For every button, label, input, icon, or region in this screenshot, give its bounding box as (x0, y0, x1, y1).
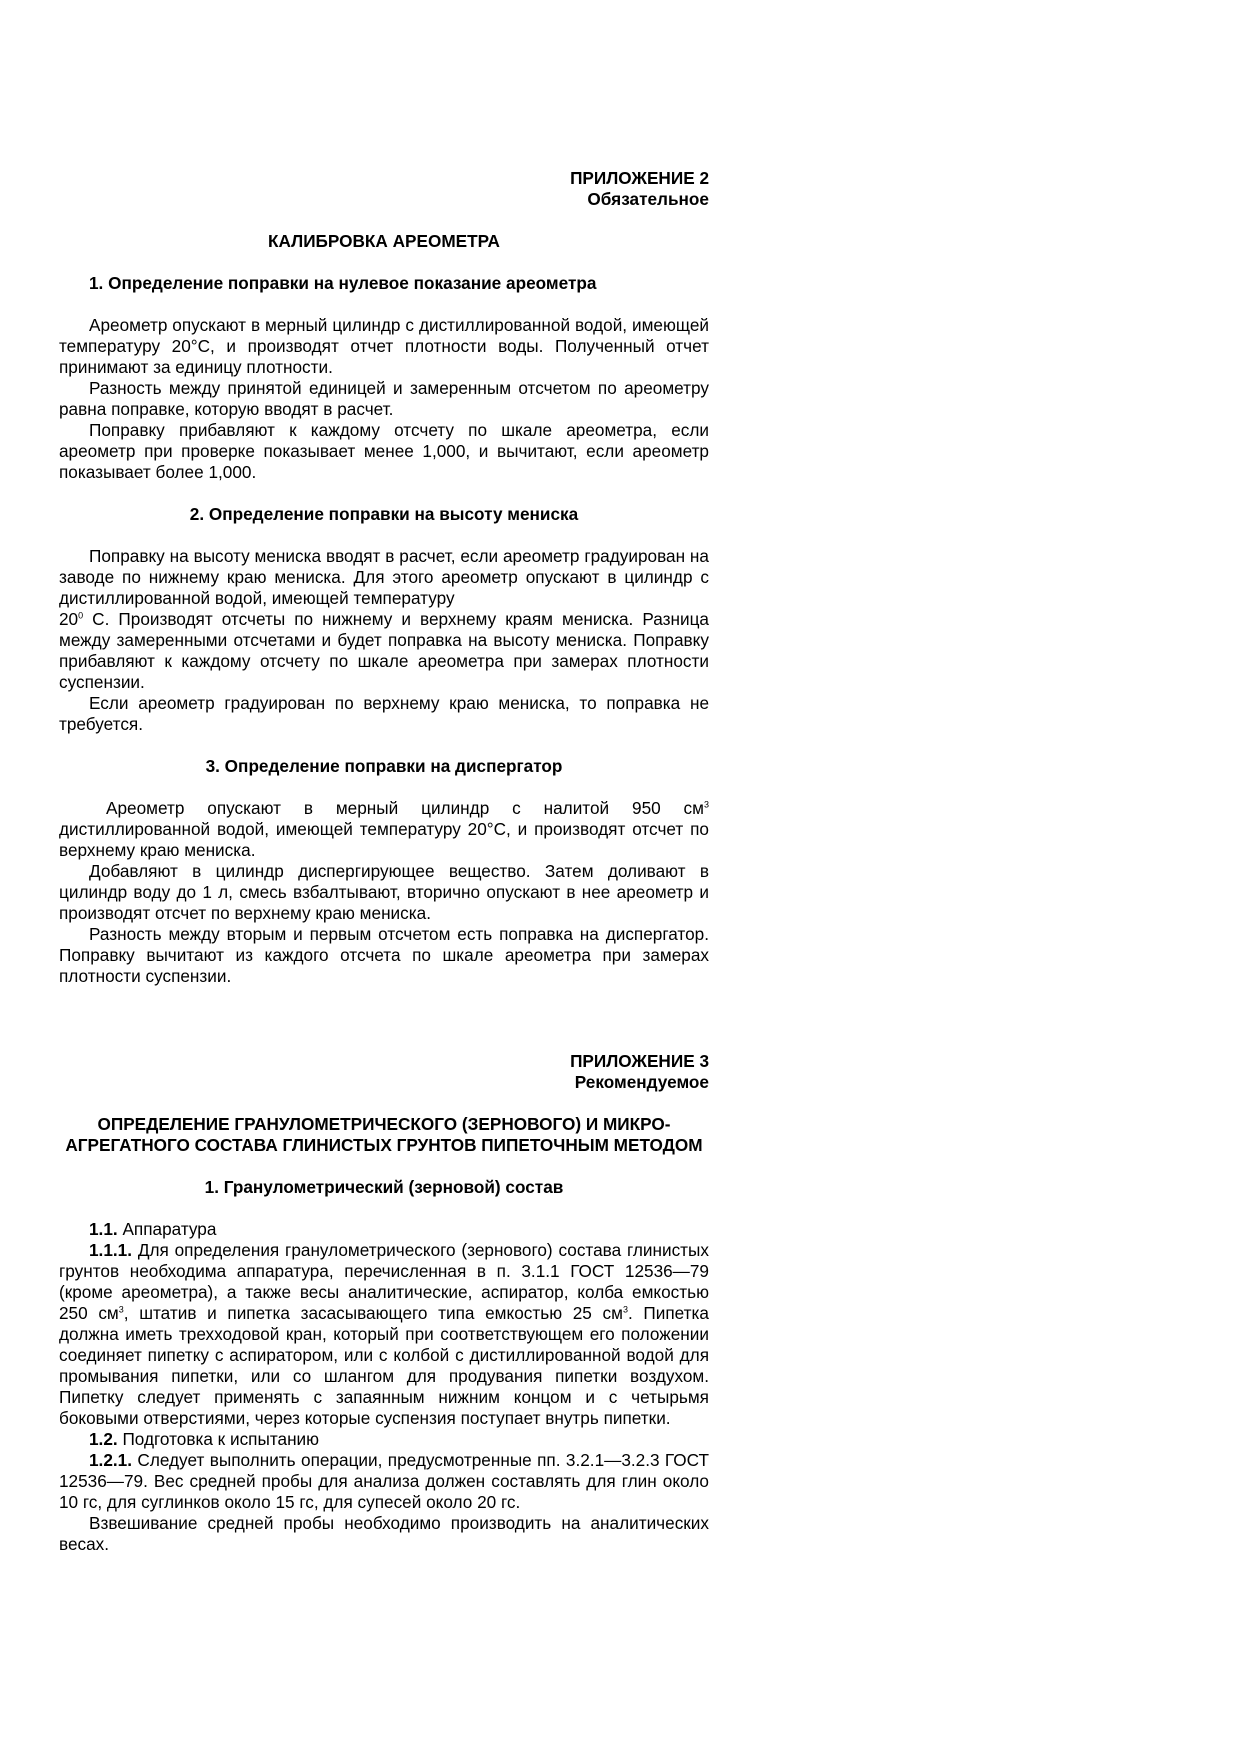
section-3-paragraph-2: Добавляют в цилиндр диспергирующее вещество. Затем доливают в цилиндр воду до 1 л, смесь взбалтывают, вторично опускают в нее ареометр и производят отсчет по верхнему краю мениска. (59, 861, 709, 923)
item-1-1-1-number: 1.1.1. (89, 1240, 133, 1260)
item-1-2-1 (59, 1450, 709, 1513)
section-3-paragraph-1 (59, 798, 709, 861)
item-1-2-1-number: 1.2.1. (89, 1450, 133, 1470)
section-3-paragraph-3: Разность между вторым и первым отсчетом есть поправка на диспергатор. Поправку вычитают из каждого отсчета по шкале ареометра при замерах плотности суспензии. (59, 924, 709, 986)
item-1-1-number: 1.1. (89, 1219, 118, 1239)
section-2-heading: 2. Определение поправки на высоту мениска (189, 504, 579, 524)
section-2-paragraph-1 (59, 546, 709, 693)
item-1-1-1-text-b: , штатив и пипетка засасывающего типа емкостью 25 см (123, 1303, 623, 1323)
appendix-2-status: Обязательное (587, 189, 709, 209)
document-page (59, 168, 709, 1555)
item-1-1-text: Аппаратура (117, 1219, 217, 1239)
item-1-2-text: Подготовка к испытанию (117, 1429, 320, 1449)
section-3-p1-cube-sup: 3 (703, 799, 709, 810)
item-1-2-number: 1.2. (89, 1429, 118, 1449)
section-1-heading: 1. Определение поправки на нулевое показание ареометра (89, 273, 597, 293)
item-1-1 (59, 1219, 709, 1240)
appendix-2-title: КАЛИБРОВКА АРЕОМЕТРА (268, 231, 500, 251)
section-2-paragraph-2: Если ареометр градуирован по верхнему краю мениска, то поправка не требуется. (59, 693, 709, 734)
section-2-p1-degree-sup: 0 (78, 610, 84, 621)
appendix-3-label: ПРИЛОЖЕНИЕ 3 (570, 1051, 709, 1071)
section-3-heading: 3. Определение поправки на диспергатор (205, 756, 563, 776)
item-1-1-1-text-a: Для определения гранулометрического (зернового) состава глинистых грунтов необходима аппаратура, перечисленная в п. 3.1.1 ГОСТ 12536—79 (кроме ареометра), а также весы аналитические, аспиратор, колба емкостью 250 см (59, 1240, 709, 1323)
item-1-1-1-sup-2: 3 (622, 1304, 628, 1315)
granulometric-section-heading: 1. Гранулометрический (зерновой) состав (204, 1177, 564, 1197)
weighing-paragraph: Взвешивание средней пробы необходимо производить на аналитических весах. (59, 1513, 709, 1554)
item-1-1-1-sup-1: 3 (118, 1304, 124, 1315)
section-1-paragraph-2: Разность между принятой единицей и замеренным отсчетом по ареометру равна поправке, которую вводят в расчет. (59, 378, 709, 419)
section-2-p1-text-a: Поправку на высоту мениска вводят в расчет, если ареометр градуирован на заводе по нижнему краю мениска. Для этого ареометр опускают в цилиндр с дистиллированной водой, имеющей температуру (59, 546, 709, 608)
appendix-3-title: ОПРЕДЕЛЕНИЕ ГРАНУЛОМЕТРИЧЕСКОГО (ЗЕРНОВОГО) И МИКРО-АГРЕГАТНОГО СОСТАВА ГЛИНИСТЫХ ГРУНТОВ ПИПЕТОЧНЫМ МЕТОДОМ (65, 1114, 703, 1155)
section-1-paragraph-1: Ареометр опускают в мерный цилиндр с дистиллированной водой, имеющей температуру 20°С, и производят отчет плотности воды. Полученный отчет принимают за единицу плотности. (59, 315, 709, 377)
item-1-1-1-text-c: . Пипетка должна иметь трехходовой кран, который при соответствующем его положении соединяет пипетку с аспиратором, или с колбой с дистиллированной водой для промывания пипетки, или со шлангом для продувания пипетки воздухом. Пипетку следует применять с запаянным нижним концом и с четырьмя боковыми отверстиями, через которые суспензия поступает внутрь пипетки. (59, 1303, 709, 1428)
section-3-p1-text-a: Ареометр опускают в мерный цилиндр с налитой 950 см (106, 798, 704, 818)
section-2-p1-text-b: 20 (59, 609, 79, 629)
section-3-p1-text-b: дистиллированной водой, имеющей температуру 20°С, и производят отсчет по верхнему краю мениска. (59, 819, 709, 860)
item-1-2 (59, 1429, 709, 1450)
section-2-p1-text-c: С. Производят отсчеты по нижнему и верхнему краям мениска. Разница между замеренными отсчетами и будет поправка на высоту мениска. Поправку прибавляют к каждому отсчету по шкале ареометра при замерах плотности суспензии. (59, 609, 709, 692)
appendix-3-status: Рекомендуемое (574, 1072, 709, 1092)
section-1-paragraph-3: Поправку прибавляют к каждому отсчету по шкале ареометра, если ареометр при проверке показывает менее 1,000, и вычитают, если ареометр показывает более 1,000. (59, 420, 709, 482)
item-1-1-1 (59, 1240, 709, 1429)
appendix-2-label: ПРИЛОЖЕНИЕ 2 (570, 168, 709, 188)
item-1-2-1-text: Следует выполнить операции, предусмотренные пп. 3.2.1—3.2.3 ГОСТ 12536—79. Вес средней пробы для анализа должен составлять для глин около 10 гс, для суглинков около 15 гс, для супесей около 20 гс. (59, 1450, 709, 1512)
